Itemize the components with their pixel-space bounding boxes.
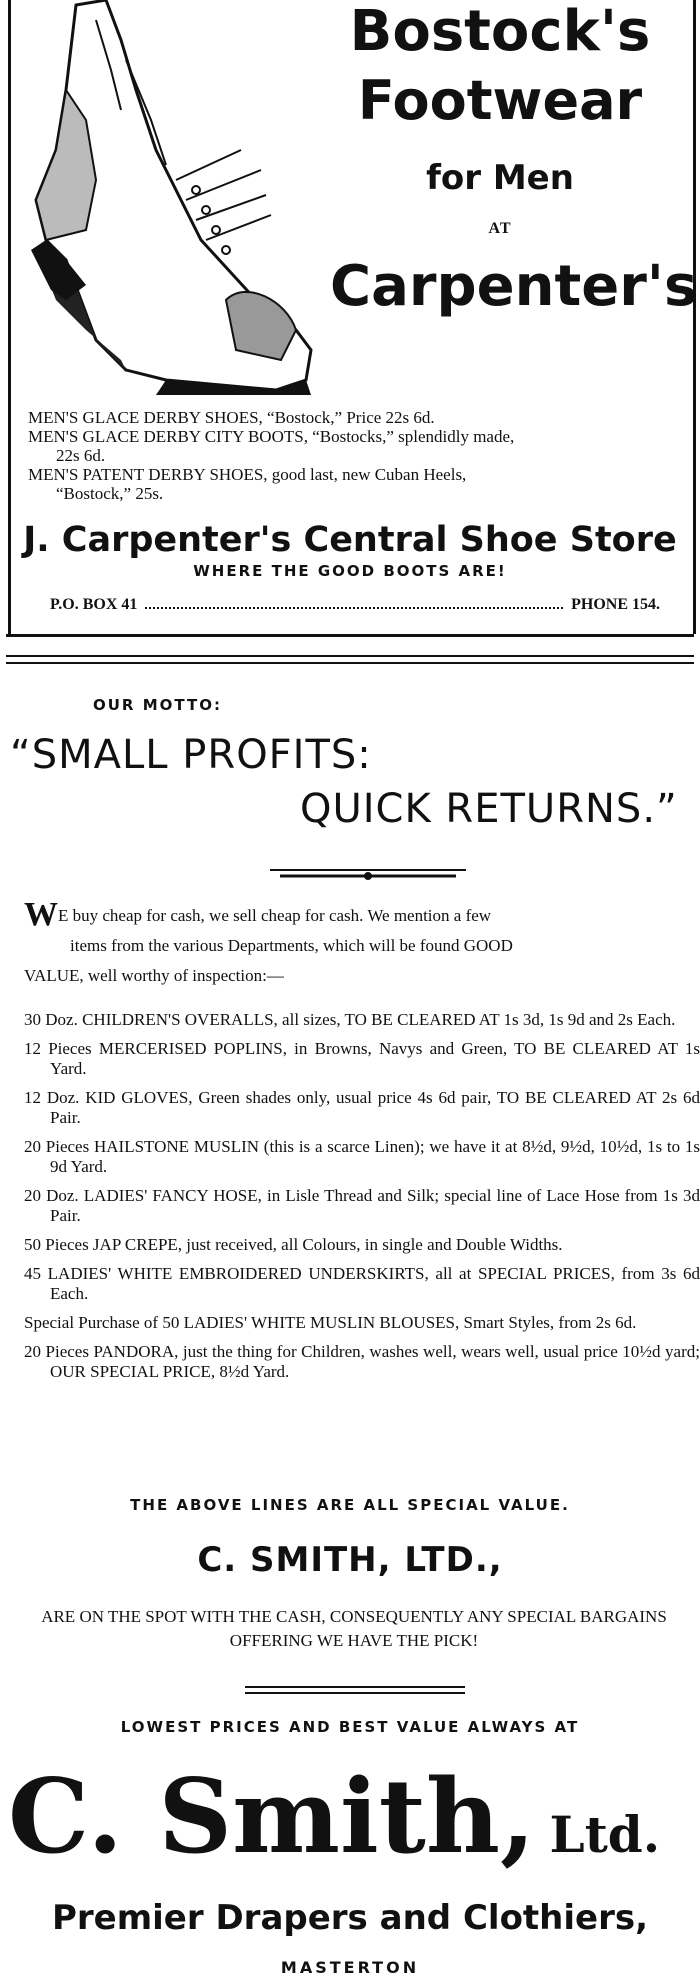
intro-line: E buy cheap for cash, we sell cheap for cash. We mention a few <box>58 906 492 925</box>
central-shoe-store-title: J. Carpenter's Central Shoe Store <box>23 520 677 560</box>
dotted-leader <box>145 601 563 609</box>
intro-line: items from the various Departments, which will be found GOOD <box>70 936 513 955</box>
lowest-prices-text: LOWEST PRICES AND BEST VALUE ALWAYS AT <box>120 1718 580 1736</box>
on-the-spot-text: ARE ON THE SPOT WITH THE CASH, CONSEQUENTLY ANY SPECIAL BARGAINS OFFERING WE HAVE THE PICK! <box>41 1607 667 1650</box>
for-men-text: for Men <box>426 158 574 198</box>
divider-rule <box>6 662 694 664</box>
divider-rule <box>245 1686 465 1688</box>
list-item: 12 Doz. KID GLOVES, Green shades only, usual price 4s 6d pair, TO BE CLEARED AT 2s 6d Pair. <box>24 1088 700 1127</box>
big-ltd: Ltd. <box>549 1805 661 1864</box>
list-item: 20 Pieces HAILSTONE MUSLIN (this is a scarce Linen); we have it at 8½d, 9½d, 10½d, 1s to 1s 9d Yard. <box>24 1137 700 1176</box>
list-item: 20 Doz. LADIES' FANCY HOSE, in Lisle Thread and Silk; special line of Lace Hose from 1s 3d Pair. <box>24 1186 700 1225</box>
phone-number: PHONE 154. <box>571 596 660 613</box>
divider-rule <box>245 1692 465 1694</box>
po-box: P.O. BOX 41 <box>50 596 138 613</box>
sale-items-list <box>24 1010 700 1391</box>
list-item: 50 Pieces JAP CREPE, just received, all Colours, in single and Double Widths. <box>24 1235 563 1254</box>
slogan-line-1: “SMALL PROFITS: <box>10 732 372 778</box>
special-value-heading: THE ABOVE LINES ARE ALL SPECIAL VALUE. <box>130 1496 570 1514</box>
intro-paragraph <box>24 896 674 991</box>
list-item: 45 LADIES' WHITE EMBROIDERED UNDERSKIRTS, all at SPECIAL PRICES, from 3s 6d Each. <box>24 1264 700 1303</box>
company-name: C. SMITH, LTD., <box>197 1540 503 1580</box>
ornamental-rule <box>270 866 466 882</box>
motto-label: OUR MOTTO: <box>93 696 222 714</box>
premier-drapers-text: Premier Drapers and Clothiers, <box>51 1898 649 1938</box>
list-item: 20 Pieces PANDORA, just the thing for Children, washes well, wears well, usual price 10½d yard; OUR SPECIAL PRICE, 8½d Yard. <box>24 1342 700 1381</box>
shoe-line-continued: 22s 6d. <box>56 446 106 465</box>
slogan-line-2: QUICK RETURNS.” <box>300 786 678 832</box>
intro-line: VALUE, well worthy of inspection:— <box>24 966 284 985</box>
shoe-line-continued: “Bostock,” 25s. <box>56 484 164 503</box>
divider-rule <box>6 655 694 657</box>
list-item: 12 Pieces MERCERISED POPLINS, in Browns, Navys and Green, TO BE CLEARED AT 1s Yard. <box>24 1039 700 1078</box>
at-text: AT <box>488 220 512 237</box>
big-name: C. Smith, <box>8 1757 536 1877</box>
shoe-line: MEN'S GLACE DERBY CITY BOOTS, “Bostocks,” splendidly made, <box>28 427 515 446</box>
town-name: MASTERTON <box>280 1958 420 1977</box>
store-tagline: WHERE THE GOOD BOOTS ARE! <box>193 562 507 580</box>
carpenters-name: Carpenter's <box>330 254 698 319</box>
shoe-line: MEN'S PATENT DERBY SHOES, good last, new Cuban Heels, <box>28 465 467 484</box>
headline-bostocks: Bostock's <box>349 0 651 64</box>
headline-footwear: Footwear <box>357 69 643 132</box>
shoe-line: MEN'S GLACE DERBY SHOES, “Bostock,” Price 22s 6d. <box>28 408 435 427</box>
contact-line <box>50 596 660 614</box>
carpenters-heading <box>330 0 698 319</box>
drop-cap: W <box>24 896 58 933</box>
c-smith-logo-text <box>8 1752 660 1882</box>
shoe-list <box>28 408 678 503</box>
divider-rule <box>6 634 694 637</box>
list-item: 30 Doz. CHILDREN'S OVERALLS, all sizes, TO BE CLEARED AT 1s 3d, 1s 9d and 2s Each. <box>24 1010 676 1029</box>
list-item: Special Purchase of 50 LADIES' WHITE MUSLIN BLOUSES, Smart Styles, from 2s 6d. <box>24 1313 637 1332</box>
boot-illustration <box>26 0 316 395</box>
